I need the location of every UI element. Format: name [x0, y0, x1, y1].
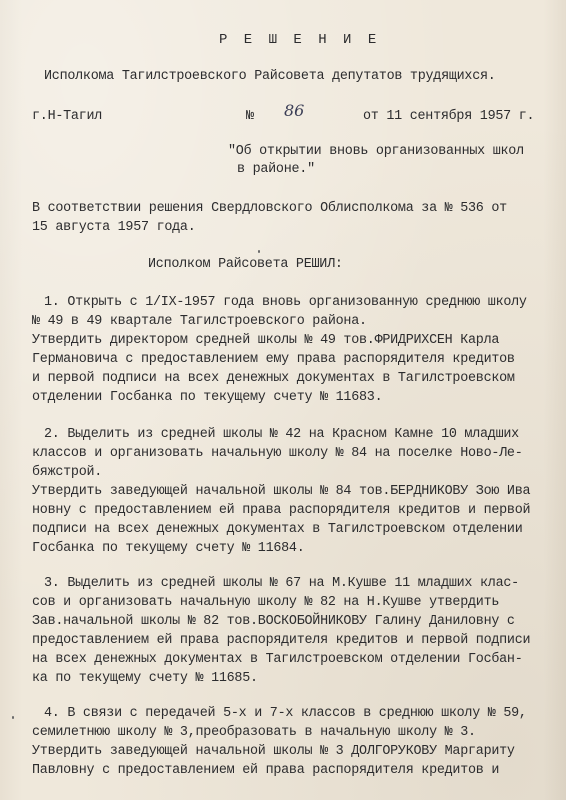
- decision-heading: Исполком Райсовета РЕШИЛ:: [148, 257, 343, 272]
- item-1-line-5: и первой подписи на всех денежных документах в Тагилстроевском: [32, 371, 515, 386]
- item-4-line-1: 4. В связи с передачей 5-х и 7-х классов в среднюю школу № 59,: [44, 706, 527, 721]
- item-2-line-1: 2. Выделить из средней школы № 42 на Красном Камне 10 младших: [44, 427, 519, 442]
- item-3-line-3: Зав.начальной школы № 82 тов.ВОСКОБОЙНИКОВУ Галину Даниловну с: [32, 614, 515, 629]
- item-2-line-7: Госбанка по текущему счету № 11684.: [32, 541, 305, 556]
- preamble-line-2: 15 августа 1957 года.: [32, 220, 196, 235]
- item-3-line-4: предоставлением ей права распорядителя кредитов и первой подписи: [32, 633, 531, 648]
- item-1-line-1: 1. Открыть с 1/IХ-1957 года вновь организованную среднюю школу: [44, 295, 527, 310]
- handwritten-document-number: 86: [284, 101, 305, 120]
- item-4-line-3: Утвердить заведующей начальной школы № 3 ДОЛГОРУКОВУ Маргариту: [32, 744, 515, 759]
- place-of-issue: г.Н-Тагил: [32, 109, 103, 124]
- item-2-line-5: новну с предоставлением ей права распорядителя кредитов и первой: [32, 503, 531, 518]
- item-3-line-6: ка по текущему счету № 11685.: [32, 671, 258, 686]
- subject-line-2: в районе.": [237, 162, 315, 177]
- document-subtitle: Исполкома Тагилстроевского Райсовета депутатов трудящихся.: [44, 69, 496, 84]
- item-2-line-2: классов и организовать начальную школу № 84 на поселке Ново-Ле-: [32, 446, 523, 461]
- item-3-line-2: сов и организовать начальную школу № 82 на Н.Кушве утвердить: [32, 595, 500, 610]
- preamble-line-1: В соответствии решения Свердловского Облисполкома за № 536 от: [32, 201, 507, 216]
- item-2-line-4: Утвердить заведующей начальной школы № 84 тов.БЕРДНИКОВУ Зою Ива: [32, 484, 531, 499]
- item-4-line-2: семилетнюю школу № 3,преобразовать в начальную школу № 3.: [32, 725, 476, 740]
- document-date: от 11 сентября 1957 г.: [363, 109, 535, 124]
- subject-line-1: "Об открытии вновь организованных школ: [228, 144, 524, 159]
- item-4-line-4: Павловну с предоставлением ей права распорядителя кредитов и: [32, 763, 500, 778]
- item-1-line-6: отделении Госбанка по текущему счету № 11683.: [32, 390, 383, 405]
- item-3-line-5: на всех денежных документах в Тагилстроевском отделении Госбан-: [32, 652, 523, 667]
- ink-speck: [12, 716, 14, 719]
- item-2-line-6: подписи на всех денежных документах в Тагилстроевском отделении: [32, 522, 523, 537]
- item-1-line-4: Германовича с предоставлением ему права распорядителя кредитов: [32, 352, 515, 367]
- ink-speck: [258, 250, 260, 253]
- item-3-line-1: 3. Выделить из средней школы № 67 на М.Кушве 11 младших клас-: [44, 576, 519, 591]
- number-sign: №: [246, 109, 254, 124]
- item-1-line-3: Утвердить директором средней школы № 49 тов.ФРИДРИХСЕН Карла: [32, 333, 500, 348]
- document-title: Р Е Ш Е Н И Е: [219, 32, 381, 48]
- item-2-line-3: бяжстрой.: [32, 465, 103, 480]
- item-1-line-2: № 49 в 49 квартале Тагилстроевского района.: [32, 314, 367, 329]
